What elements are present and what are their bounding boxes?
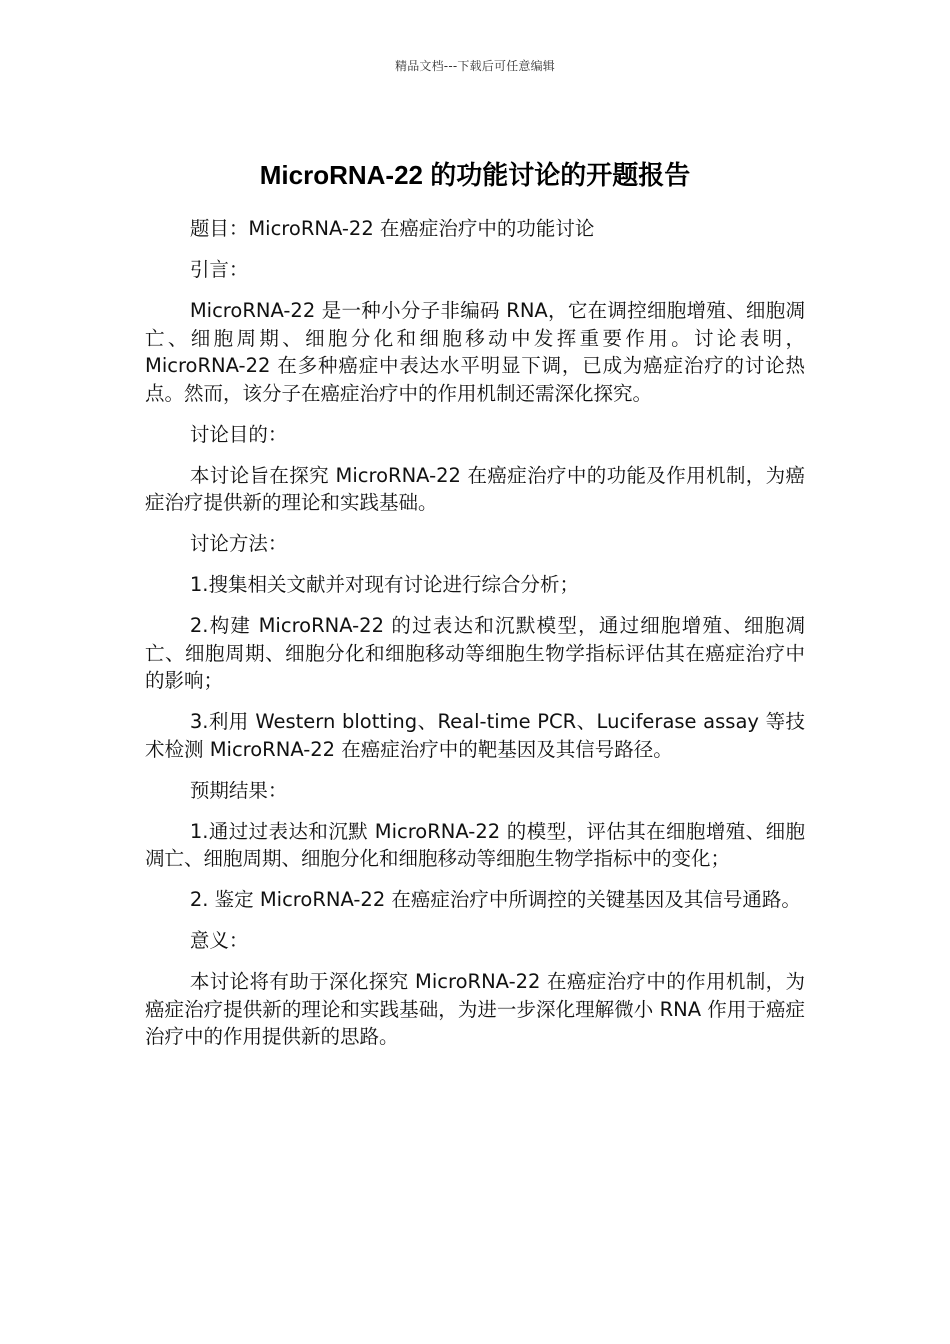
heading-expected-results: 预期结果： [189, 778, 288, 802]
heading-purpose: 讨论目的： [189, 422, 288, 446]
document-title: MicroRNA-22 的功能讨论的开题报告 [259, 160, 691, 191]
heading-methods: 讨论方法： [189, 532, 288, 555]
paragraph-significance: 本讨论将有助于深化探究 MicroRNA-22 在癌症治疗中的作用机制，为癌症治疗提供新的理论和实践基础，为进一步深化理解微小 RNA 作用于癌症治疗中的作用提供新的思路。 [145, 970, 805, 1048]
page-header: 精品文档---下载后可任意编辑 [395, 59, 555, 73]
heading-introduction: 引言： [189, 258, 249, 281]
paragraph-introduction: MicroRNA-22 是一种小分子非编码 RNA，它在调控细胞增殖、细胞凋亡、细胞周期、细胞分化和细胞移动中发挥重要作用。讨论表明，MicroRNA-22 在多种癌症中表达水平明显下调，已成为癌症治疗的讨论热点。然而，该分子在癌症治疗中的作用机制还需深化探究。 [145, 299, 805, 405]
paragraph-topic: 题目：MicroRNA-22 在癌症治疗中的功能讨论 [189, 217, 595, 240]
result-item-1: 1.通过过表达和沉默 MicroRNA-22 的模型，评估其在细胞增殖、细胞凋亡、细胞周期、细胞分化和细胞移动等细胞生物学指标中的变化； [145, 819, 805, 870]
heading-significance: 意义： [189, 929, 249, 952]
method-item-3: 3.利用 Western blotting、Real-time PCR、Luciferase assay 等技术检测 MicroRNA-22 在癌症治疗中的靶基因及其信号路径。 [145, 710, 805, 761]
document-body [145, 215, 805, 1064]
result-item-2: 2. 鉴定 MicroRNA-22 在癌症治疗中所调控的关键基因及其信号通路。 [189, 888, 801, 911]
method-item-2: 2.构建 MicroRNA-22 的过表达和沉默模型，通过细胞增殖、细胞凋亡、细胞周期、细胞分化和细胞移动等细胞生物学指标评估其在癌症治疗中的影响； [145, 614, 805, 692]
method-item-1: 1.搜集相关文献并对现有讨论进行综合分析； [189, 573, 579, 596]
paragraph-purpose: 本讨论旨在探究 MicroRNA-22 在癌症治疗中的功能及作用机制，为癌症治疗提供新的理论和实践基础。 [145, 463, 805, 514]
